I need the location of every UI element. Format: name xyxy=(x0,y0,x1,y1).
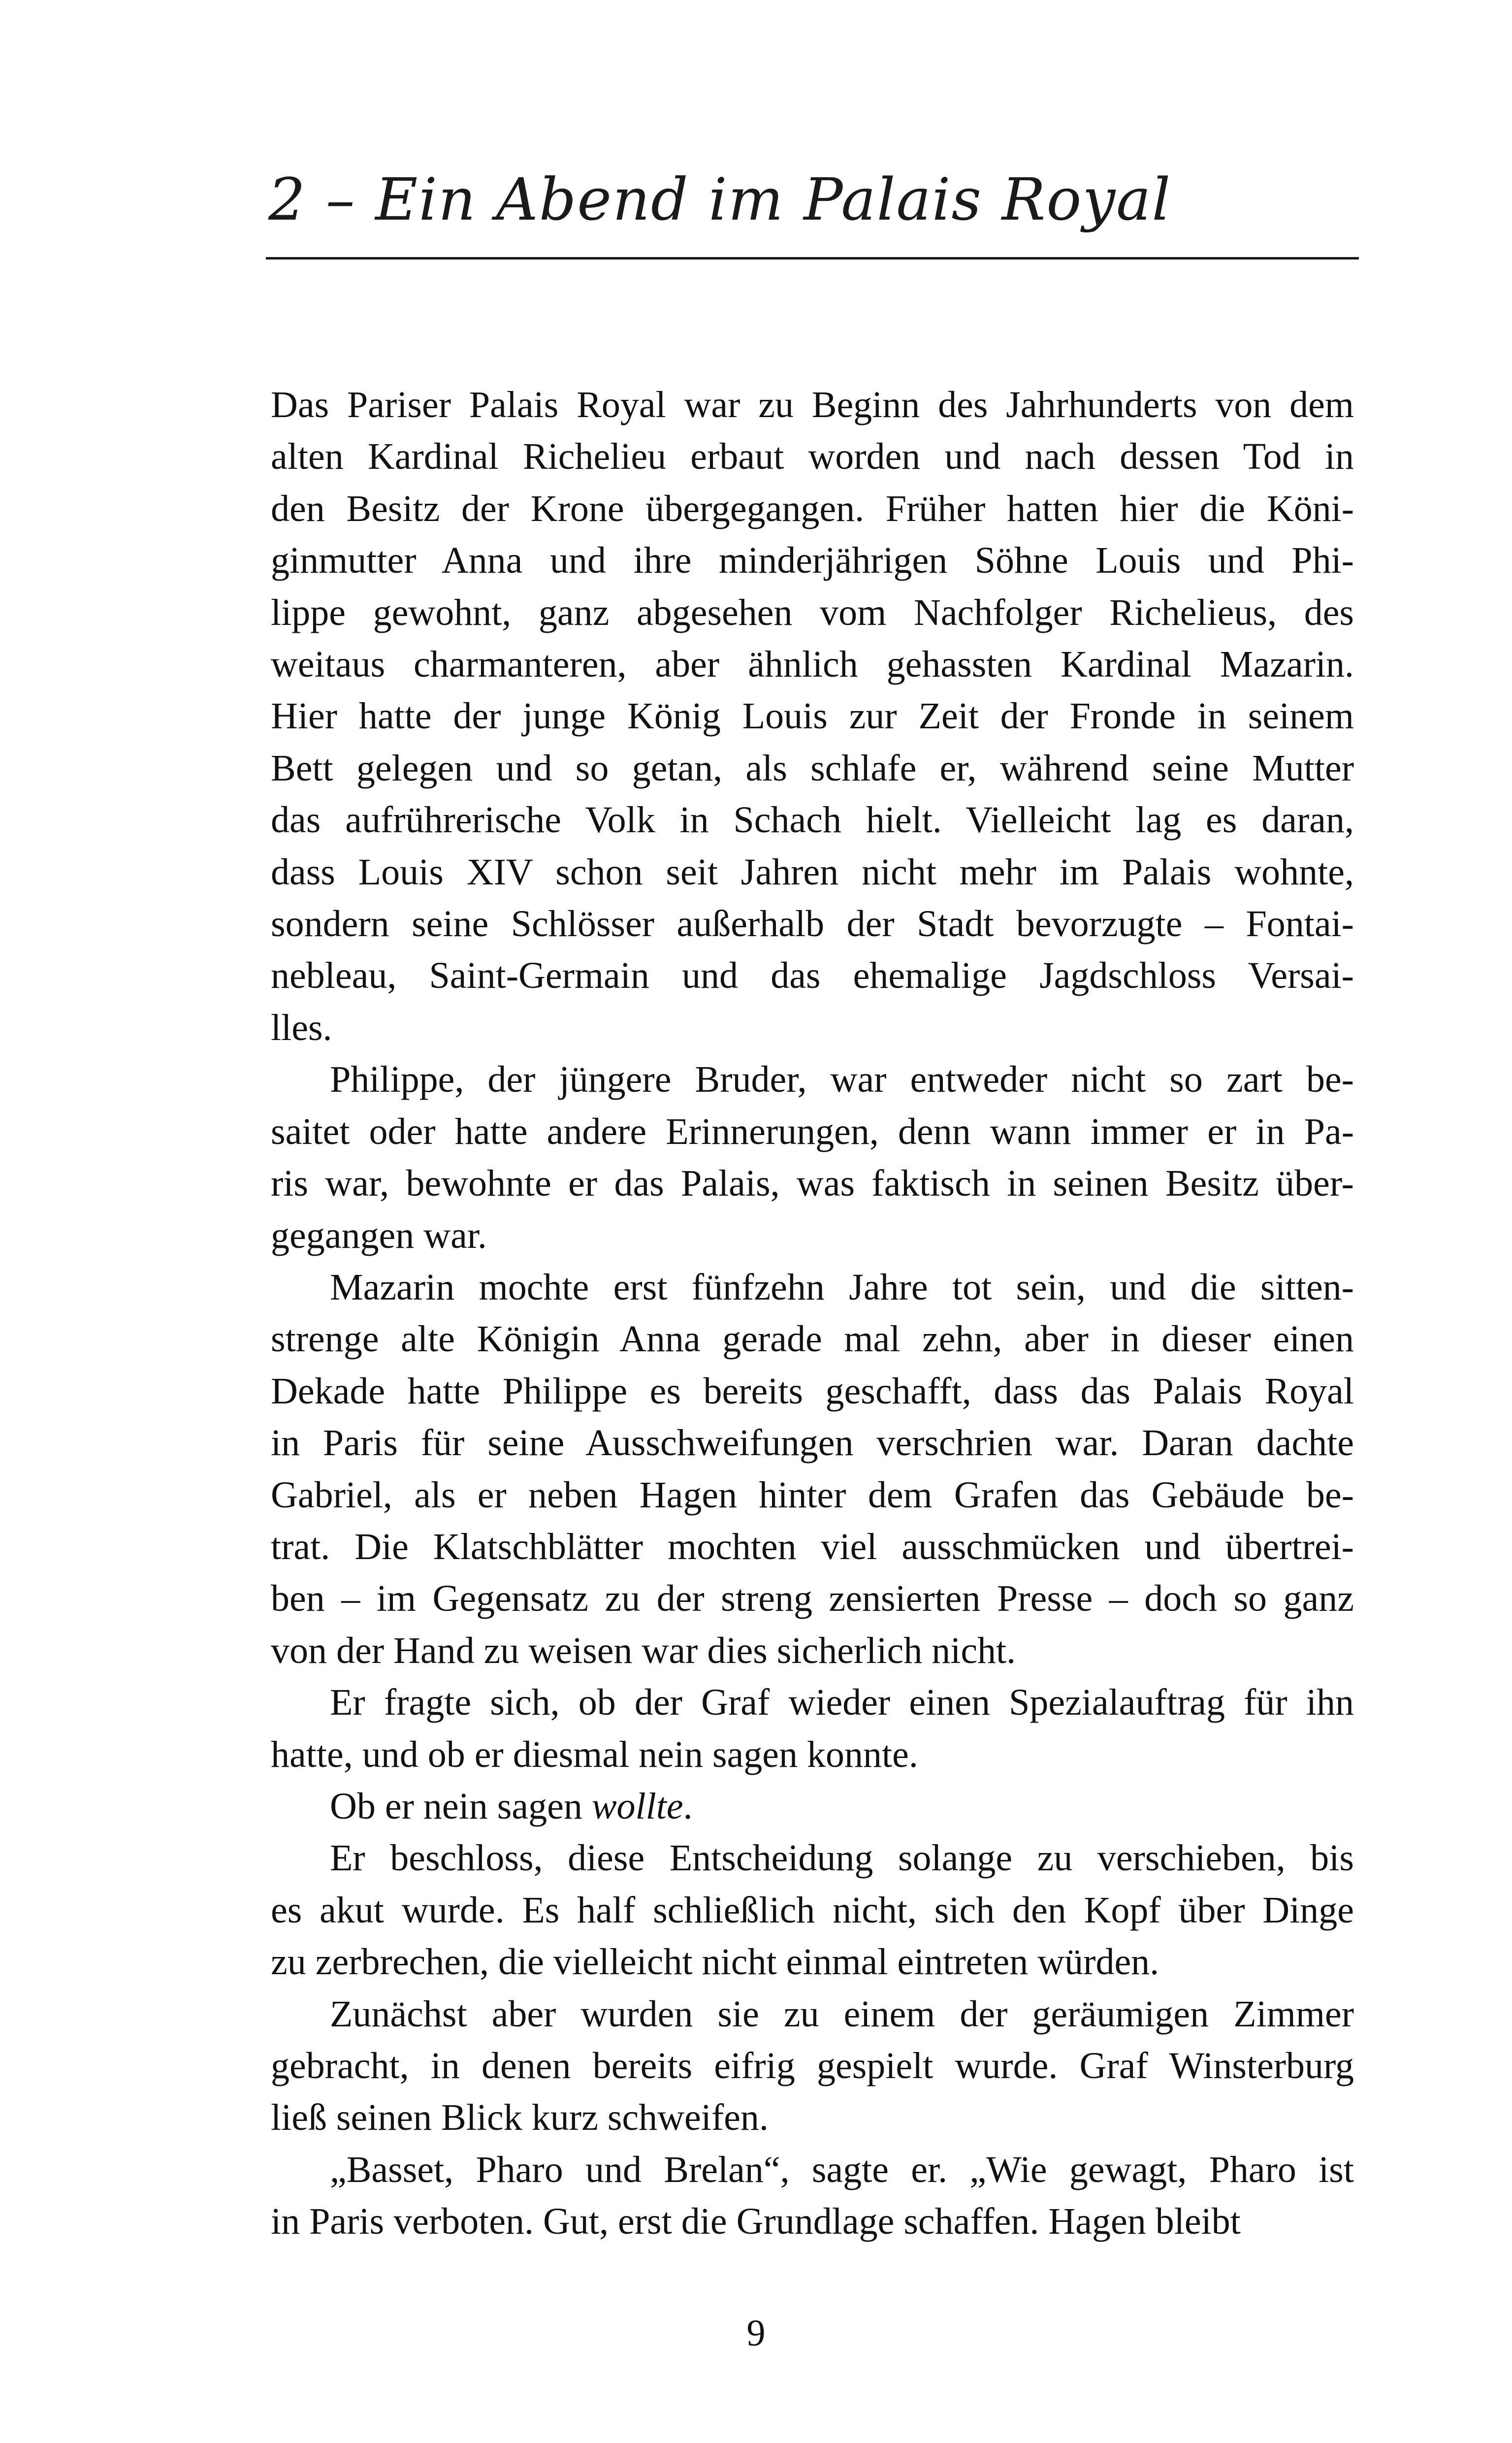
text-line: saitet oder hatte andere Erinnerungen, denn wann immer er in Pa- xyxy=(271,1110,1354,1152)
paragraph xyxy=(271,1781,1354,1832)
text-line: sondern seine Schlösser außerhalb der Stadt bevorzugte – Fontai- xyxy=(271,903,1354,945)
paragraph xyxy=(271,1677,1354,1781)
text-line: gebracht, in denen bereits eifrig gespielt wurde. Graf Winsterburg xyxy=(271,2045,1354,2086)
text-line: in Paris verboten. Gut, erst die Grundlage schaffen. Hagen bleibt xyxy=(271,2201,1241,2243)
text-line: lles. xyxy=(271,1007,332,1048)
body-text xyxy=(271,379,1354,2248)
text-line: in Paris für seine Ausschweifungen verschrien war. Daran dachte xyxy=(271,1422,1354,1464)
text-line: lippe gewohnt, ganz abgesehen vom Nachfolger Richelieus, des xyxy=(271,591,1354,633)
text-line: Gabriel, als er neben Hagen hinter dem Grafen das Gebäude be- xyxy=(271,1474,1354,1516)
text-line: es akut wurde. Es half schließlich nicht, sich den Kopf über Dinge xyxy=(271,1889,1354,1931)
text-line: ginmutter Anna und ihre minderjährigen Söhne Louis und Phi- xyxy=(271,540,1354,582)
paragraph-text: Ob er nein sagen xyxy=(330,1785,592,1827)
text-line: hatte, und ob er diesmal nein sagen konnte. xyxy=(271,1733,918,1775)
paragraph xyxy=(271,1988,1354,2144)
text-line: ben – im Gegensatz zu der streng zensierten Presse – doch so ganz xyxy=(271,1578,1354,1620)
paragraph xyxy=(271,1054,1354,1262)
text-line: ris war, bewohnte er das Palais, was faktisch in seinen Besitz über- xyxy=(271,1163,1354,1205)
text-line: Philippe, der jüngere Bruder, war entweder nicht so zart be- xyxy=(330,1059,1354,1101)
text-line: Das Pariser Palais Royal war zu Beginn des Jahrhunderts von dem xyxy=(271,384,1354,425)
text-line: gegangen war. xyxy=(271,1214,487,1256)
text-line: Mazarin mochte erst fünfzehn Jahre tot sein, und die sitten- xyxy=(330,1266,1354,1308)
page-number: 9 xyxy=(746,2313,766,2354)
text-line: Er fragte sich, ob der Graf wieder einen Spezialauftrag für ihn xyxy=(330,1682,1354,1724)
text-line: Er beschloss, diese Entscheidung solange zu verschieben, bis xyxy=(330,1837,1354,1879)
text-line: „Basset, Pharo und Brelan“, sagte er. „Wie gewagt, Pharo ist xyxy=(330,2149,1354,2190)
text-line: trat. Die Klatschblätter mochten viel ausschmücken und übertrei- xyxy=(271,1526,1354,1567)
text-line: weitaus charmanteren, aber ähnlich gehassten Kardinal Mazarin. xyxy=(271,644,1354,685)
text-line: zu zerbrechen, die vielleicht nicht einmal eintreten würden. xyxy=(271,1941,1159,1983)
text-line: Dekade hatte Philippe es bereits geschafft, dass das Palais Royal xyxy=(271,1370,1354,1412)
paragraph xyxy=(271,2144,1354,2248)
text-line: nebleau, Saint-Germain und das ehemalige Jagdschloss Versai- xyxy=(271,955,1354,997)
text-line: Zunächst aber wurden sie zu einem der geräumigen Zimmer xyxy=(330,1993,1354,2035)
text-line: dass Louis XIV schon seit Jahren nicht mehr im Palais wohnte, xyxy=(271,851,1354,893)
paragraph-text: . xyxy=(683,1785,693,1827)
text-line: Bett gelegen und so getan, als schlafe er, während seine Mutter xyxy=(271,747,1354,789)
text-line: ließ seinen Blick kurz schweifen. xyxy=(271,2097,769,2139)
paragraph xyxy=(271,379,1354,1054)
paragraph xyxy=(271,1262,1354,1677)
text-line: von der Hand zu weisen war dies sicherlich nicht. xyxy=(271,1629,1016,1671)
text-line: strenge alte Königin Anna gerade mal zehn, aber in dieser einen xyxy=(271,1318,1354,1360)
paragraph xyxy=(271,1832,1354,1988)
text-line: alten Kardinal Richelieu erbaut worden und nach dessen Tod in xyxy=(271,436,1354,478)
text-line: Hier hatte der junge König Louis zur Zeit der Fronde in seinem xyxy=(271,695,1354,737)
text-line: den Besitz der Krone übergegangen. Früher hatten hier die Köni- xyxy=(271,488,1354,529)
heading-divider xyxy=(266,257,1359,260)
chapter-heading: 2 – Ein Abend im Palais Royal xyxy=(268,165,1172,233)
text-line: das aufrührerische Volk in Schach hielt. Vielleicht lag es daran, xyxy=(271,799,1354,841)
emphasized-word: wollte xyxy=(591,1785,683,1827)
